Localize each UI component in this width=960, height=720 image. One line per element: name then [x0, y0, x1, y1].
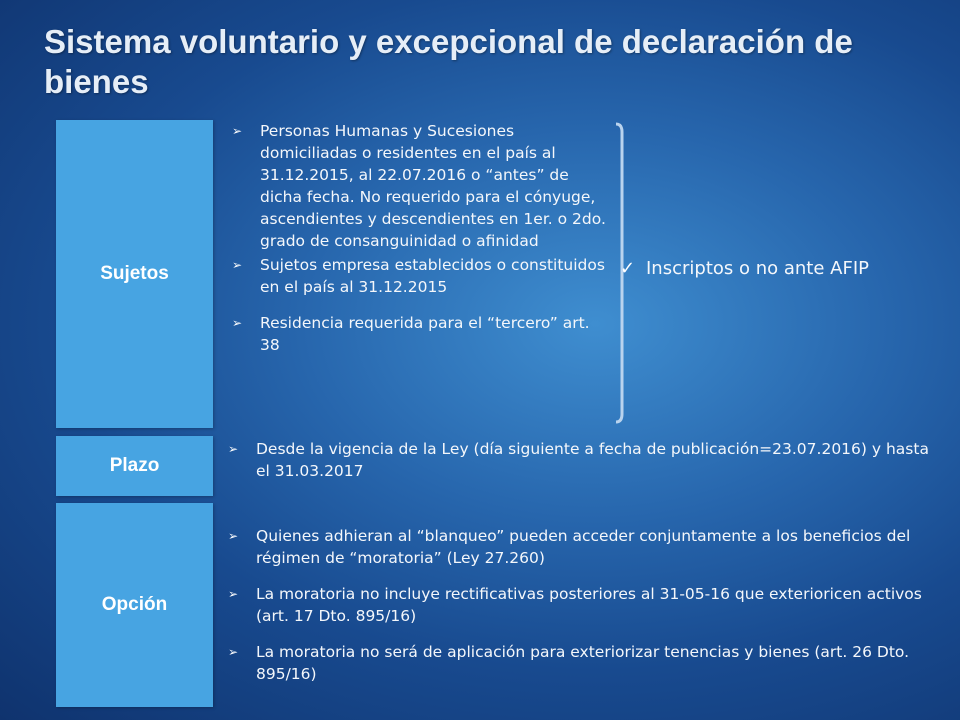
sujetos-item-text: Residencia requerida para el “tercero” art. 38 [260, 314, 590, 354]
label-plazo-text: Plazo [109, 455, 160, 476]
opcion-item-text: Quienes adhieran al “blanqueo” pueden acceder conjuntamente a los beneficios del régimen de “moratoria” (Ley 27.260) [256, 527, 911, 567]
list-item [222, 438, 942, 482]
list-item [226, 254, 606, 298]
list-item [222, 525, 942, 569]
arrow-bullet-icon: ➢ [228, 645, 239, 659]
arrow-bullet-icon: ➢ [228, 529, 239, 543]
opcion-item-text: La moratoria no será de aplicación para exteriorizar tenencias y bienes (art. 26 Dto. 895/16) [256, 643, 910, 683]
sujetos-note [620, 256, 950, 282]
arrow-bullet-icon: ➢ [228, 587, 239, 601]
plazo-list [222, 438, 942, 482]
opcion-item-text: La moratoria no incluye rectificativas posteriores al 31-05-16 que exterioricen activos (art. 17 Dto. 895/16) [256, 585, 922, 625]
arrow-bullet-icon: ➢ [232, 316, 243, 330]
arrow-bullet-icon: ➢ [232, 258, 243, 272]
sujetos-item-text: Personas Humanas y Sucesiones domiciliadas o residentes en el país al 31.12.2015, al 22.07.2016 o “antes” de dicha fecha. No requerido para el cónyuge, ascendientes y descendientes en 1er. o 2do. grado de consanguinidad o afinidad [260, 122, 606, 250]
label-sujetos [56, 120, 213, 428]
sujetos-list [226, 120, 606, 356]
label-plazo [56, 436, 213, 496]
arrow-bullet-icon: ➢ [232, 124, 243, 138]
label-opcion [56, 503, 213, 707]
sujetos-note-text: Inscriptos o no ante AFIP [646, 258, 869, 279]
list-item [226, 312, 606, 356]
label-opcion-text: Opción [101, 594, 168, 615]
list-item [222, 583, 942, 627]
opcion-list [222, 525, 942, 699]
list-item [222, 641, 942, 685]
label-sujetos-text: Sujetos [100, 263, 169, 284]
arrow-bullet-icon: ➢ [228, 442, 239, 456]
check-icon: ✓ [620, 258, 636, 279]
sujetos-item-text: Sujetos empresa establecidos o constituidos en el país al 31.12.2015 [260, 256, 605, 296]
list-item [226, 120, 606, 252]
slide-title: Sistema voluntario y excepcional de declaración de bienes [44, 23, 853, 100]
plazo-item-text: Desde la vigencia de la Ley (día siguiente a fecha de publicación=23.07.2016) y hasta el 31.03.2017 [256, 440, 929, 480]
